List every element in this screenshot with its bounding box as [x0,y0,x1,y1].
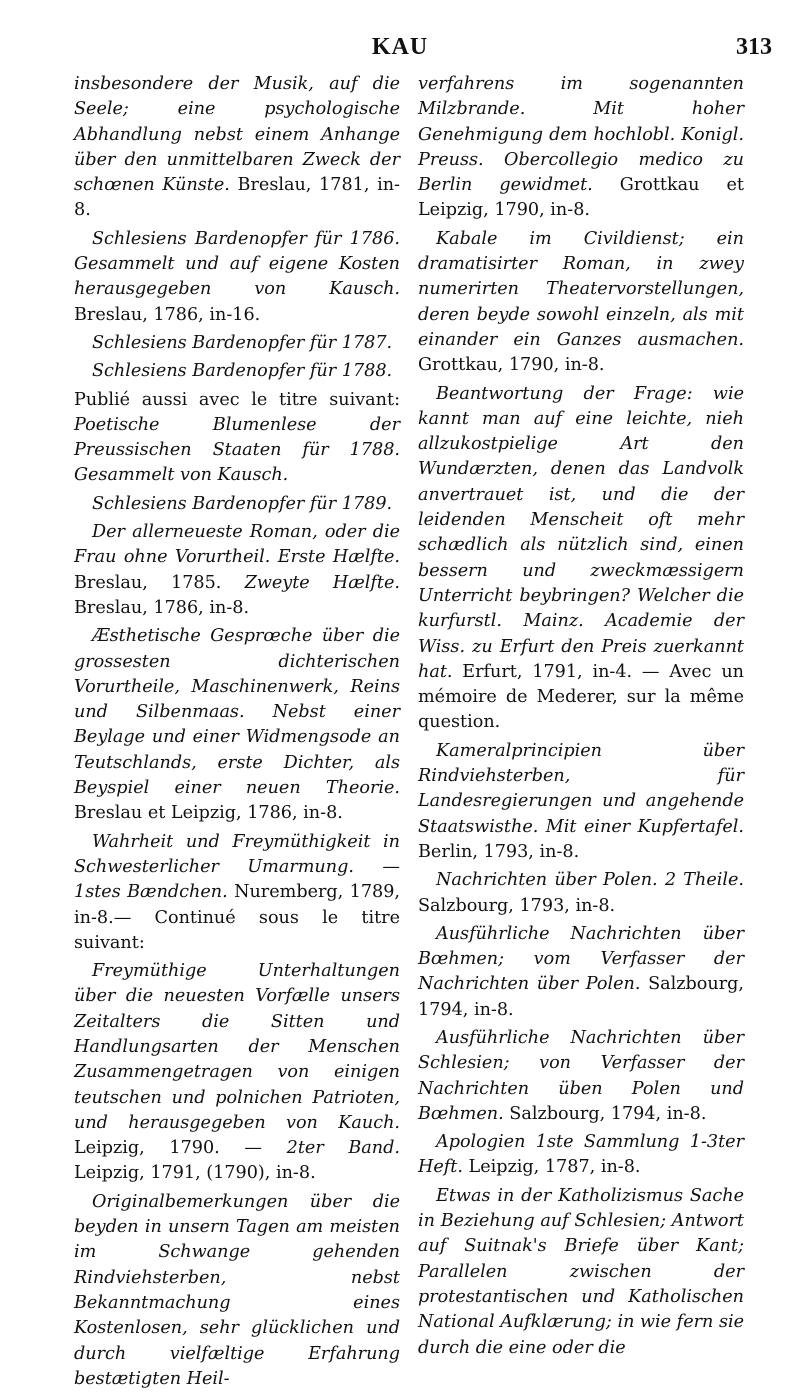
entry-title-text: verfahrens im sogenannten Milzbrande. Mit hoher Genehmigung dem hochlobl. Konigl. Preuss. Obercollegio medico zu Berlin gewidmet. [418,74,744,196]
bibliography-entry [418,922,744,1023]
entry-title-text: Ausführliche Nachrichten über Schlesien; von Verfasser der Nachrichten üben Polen und Bœhmen. [418,1027,744,1124]
entry-title-text: Poetische Blumenlese der Preussischen Staaten für 1788. Gesammelt von Kausch. [74,414,400,486]
entry-title-text: insbesondere der Musik, auf die Seele; eine psychologische Abhandlung nebst einem Anhange über den unmittelbaren Zweck der schœnen Künste. [74,74,400,196]
bibliography-entry [74,830,400,956]
entry-imprint-text: Erfurt, 1791, in-4. — Avec un mémoire de Mederer, sur la même question. [418,661,744,733]
bibliography-entry [74,624,400,826]
entry-title-text: 2ter Band. [286,1138,400,1159]
bibliography-entry [74,520,400,621]
right-column [418,72,744,1364]
bibliography-entry [418,72,744,224]
bibliography-entry [418,1026,744,1127]
entry-imprint-text: Leipzig, 1791, (1790), in-8. [74,1163,316,1184]
entry-imprint-text: Salzbourg, 1794, in-8. [418,974,744,1020]
entry-title-text: Apologien 1ste Sammlung 1-3ter Heft. [418,1132,744,1178]
bibliography-entry [74,359,400,384]
running-head-title: KAU [371,34,429,60]
bibliography-entry [418,868,744,919]
entry-imprint-text: Salzbourg, 1794, in-8. [503,1103,707,1124]
entry-imprint-text: Leipzig, 1787, in-8. [462,1157,641,1178]
bibliography-entry [418,1184,744,1361]
bibliography-entry [74,959,400,1187]
entry-imprint-text: Berlin, 1793, in-8. [418,841,580,862]
entry-title-text: Zweyte Hælfte. [244,572,401,593]
bibliography-entry [74,1190,400,1392]
entry-title-text: Kameralprincipien über Rindviehsterben, für Landesregierungen und angehende Staatswisthe. Mit einer Kupfertafel. [418,740,744,837]
entry-title-text: Der allerneueste Roman, oder die Frau ohne Vorurtheil. Erste Hælfte. [74,522,400,568]
entry-imprint-text: Grottkau, 1790, in-8. [418,355,605,376]
entry-title-text: Schlesiens Bardenopfer für 1786. Gesammelt und auf eigene Kosten herausgegeben von Kausch. [74,228,400,300]
page-number: 313 [736,34,772,60]
bibliography-entry [418,1130,744,1181]
entry-imprint-text: Breslau, 1786, in-16. [74,304,261,325]
entry-title-text: Schlesiens Bardenopfer für 1788. [92,361,393,382]
entry-title-text: Etwas in der Katholizismus Sache in Beziehung auf Schlesien; Antwort auf Suitnak's Briefe über Kant; Parallelen zwischen der protestantischen und Katholischen National Aufklærung; in wie fern sie durch die eine oder die [418,1185,745,1358]
entry-imprint-text: Breslau, 1781, in-8. [74,175,400,221]
entry-imprint-text: Breslau, 1785. [74,572,245,593]
entry-title-text: Schlesiens Bardenopfer für 1789. [92,493,393,514]
entry-title-text: Schlesiens Bardenopfer für 1787. [92,332,393,353]
bibliography-entry [418,739,744,865]
entry-title-text: Originalbemerkungen über die beyden in unsern Tagen am meisten im Schwange gehenden Rindviehsterben, nebst Bekanntmachung eines Kostenlosen, sehr glücklichen und durch vielfæltige Erfahrung bestætigten Heil- [74,1191,400,1389]
entry-imprint-text: Salzbourg, 1793, in-8. [418,895,616,916]
bibliography-entry [418,227,744,379]
entry-imprint-text: Publié aussi avec le titre suivant: [74,389,400,410]
entry-imprint-text: Grottkau et Leipzig, 1790, in-8. [418,175,744,221]
entry-title-text: Freymüthige Unterhaltungen über die neuesten Vorfælle unsers Zeitalters die Sitten und Handlungsarten der Menschen Zusammengetragen von einigen teutschen und polnichen Patrioten, und herausgegeben von Kauch. [74,961,400,1133]
bibliography-entry [74,388,400,489]
entry-imprint-text: Nuremberg, 1789, in-8.— Continué sous le titre suivant: [74,882,400,953]
entry-title-text: Beantwortung der Frage: wie kannt man auf eine leichte, nieh allzukostpielige Art den Wundærzten, denen das Landvolk anvertrauet ist, und die der leidenden Menscheit oft mehr schædlich als nützlich sind, einen bessern und zweckmæssigern Unterricht beybringen? Welcher die kurfurstl. Mainz. Academie der Wiss. zu Erfurt den Preis zuerkannt hat. [418,383,744,682]
left-column [74,72,400,1395]
entry-imprint-text: Breslau et Leipzig, 1786, in-8. [74,803,343,824]
entry-title-text: Kabale im Civildienst; ein dramatisirter Roman, in zwey numerirten Theatervorstellungen, deren beyde sowohl einzeln, als mit einander ein Ganzes ausmachen. [418,228,744,350]
entry-title-text: Æsthetische Gesprœche über die grossesten dichterischen Vorurtheile, Maschinenwerk, Reins und Silbenmaas. Nebst einer Beylage und einer Widmengsode an Teutschlands, erste Dichter, als Beyspiel einer neuen Theorie. [74,626,400,799]
bibliography-entry [74,72,400,224]
entry-imprint-text: Breslau, 1786, in-8. [74,597,250,618]
bibliography-entry [74,227,400,328]
bibliography-entry [74,492,400,517]
bibliography-entry [418,382,744,736]
entry-title-text: Ausführliche Nachrichten über Bœhmen; vom Verfasser der Nachrichten über Polen. [418,923,744,995]
entry-title-text: Wahrheit und Freymüthigkeit in Schwesterlicher Umarmung. — 1stes Bændchen. [74,831,400,903]
entry-imprint-text: Leipzig, 1790. — [74,1138,287,1159]
bibliography-entry [74,331,400,356]
entry-title-text: Nachrichten über Polen. 2 Theile. [436,870,744,891]
